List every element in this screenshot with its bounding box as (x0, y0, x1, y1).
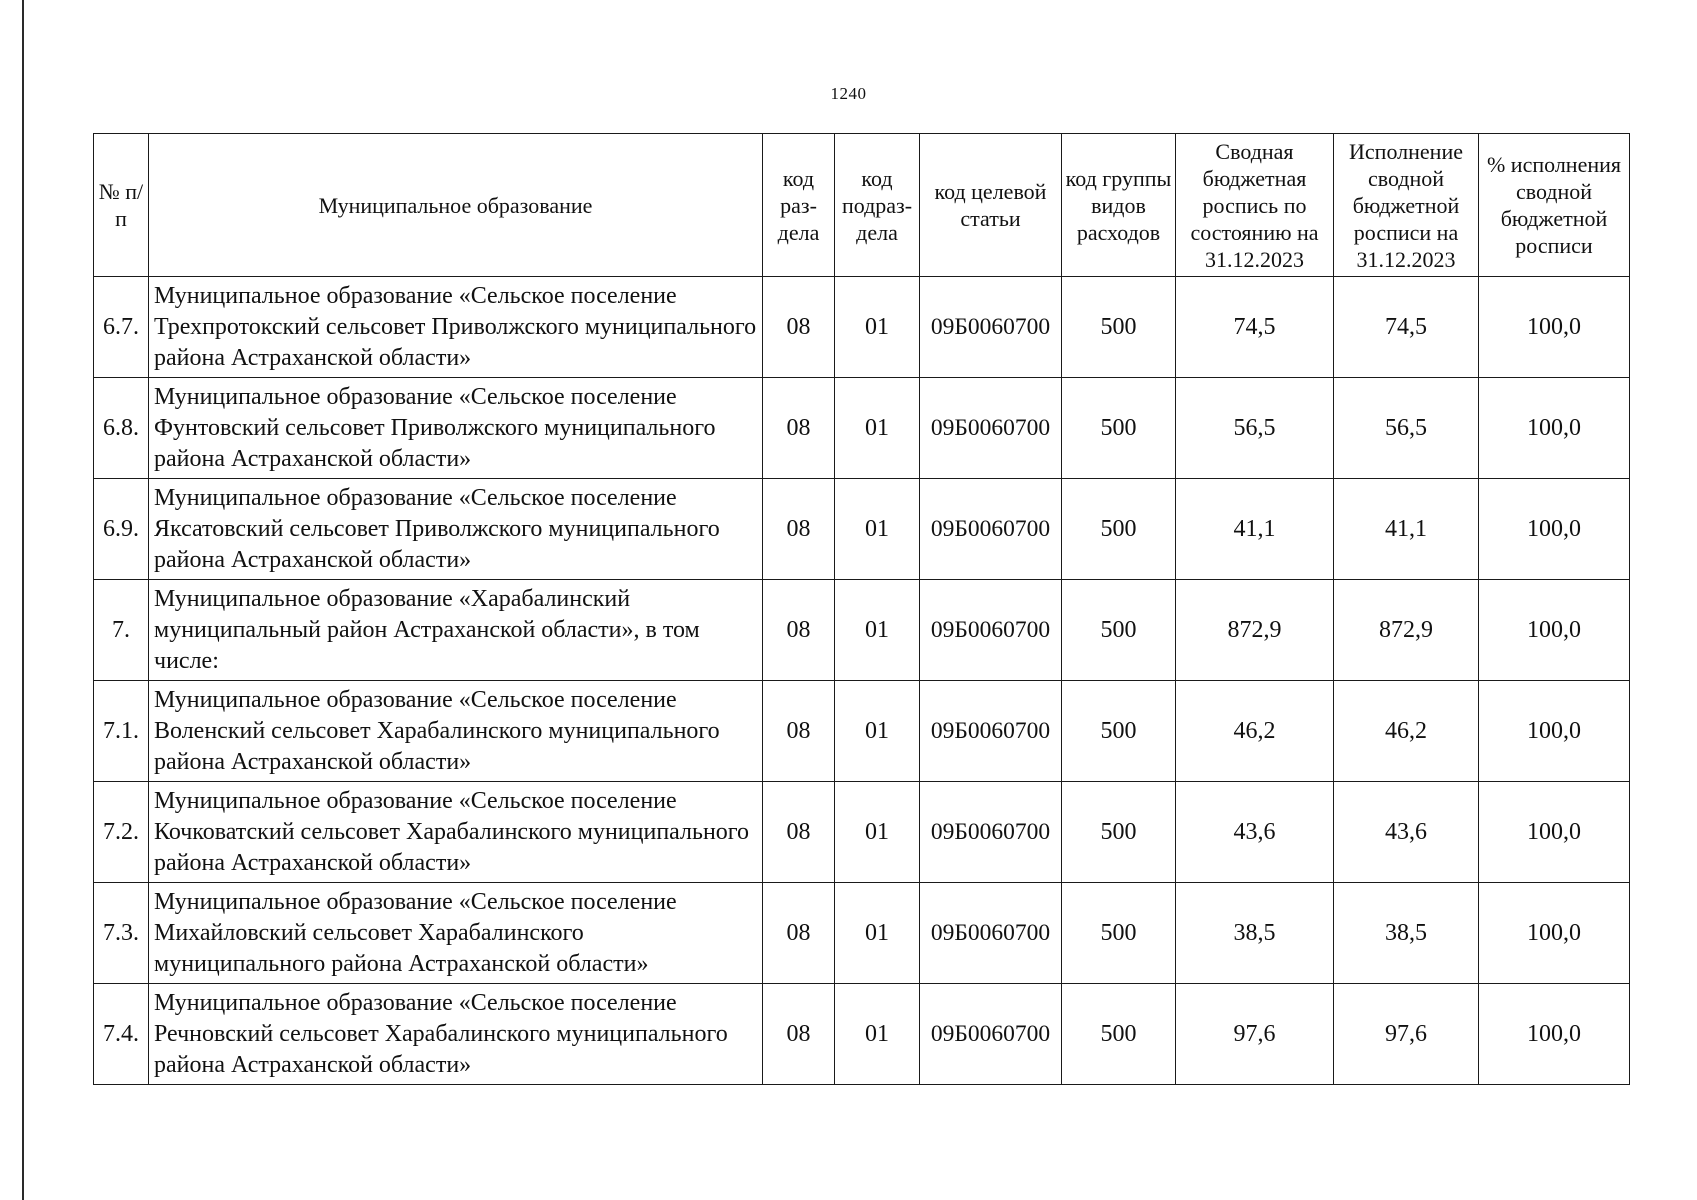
budget-schedule-value: 43,6 (1176, 782, 1334, 883)
page-number: 1240 (830, 84, 867, 103)
section-code: 08 (763, 883, 835, 984)
header-municipality: Муниципальное образование (149, 134, 763, 277)
expense-group-code: 500 (1062, 681, 1176, 782)
row-number: 6.8. (94, 378, 149, 479)
section-code: 08 (763, 378, 835, 479)
row-number: 7.2. (94, 782, 149, 883)
target-article-code: 09Б0060700 (920, 378, 1062, 479)
table-row (94, 378, 1630, 479)
budget-schedule-value: 38,5 (1176, 883, 1334, 984)
execution-percent: 100,0 (1479, 984, 1630, 1085)
table-body (94, 277, 1630, 1085)
section-code: 08 (763, 580, 835, 681)
municipality-name: Муниципальное образование «Сельское поселение Кочковатский сельсовет Харабалинского муниципального района Астраханской области» (149, 782, 763, 883)
row-number: 7.4. (94, 984, 149, 1085)
budget-execution-table (93, 133, 1630, 1085)
municipality-name: Муниципальное образование «Харабалинский муниципальный район Астраханской области», в том числе: (149, 580, 763, 681)
table-row (94, 277, 1630, 378)
section-code: 08 (763, 479, 835, 580)
subsection-code: 01 (835, 378, 920, 479)
subsection-code: 01 (835, 984, 920, 1085)
execution-percent: 100,0 (1479, 378, 1630, 479)
execution-value: 43,6 (1334, 782, 1479, 883)
execution-percent: 100,0 (1479, 681, 1630, 782)
table-row (94, 782, 1630, 883)
section-code: 08 (763, 681, 835, 782)
section-code: 08 (763, 984, 835, 1085)
execution-value: 97,6 (1334, 984, 1479, 1085)
header-target-article-code: код целевой статьи (920, 134, 1062, 277)
table-row (94, 479, 1630, 580)
expense-group-code: 500 (1062, 883, 1176, 984)
execution-percent: 100,0 (1479, 479, 1630, 580)
municipality-name: Муниципальное образование «Сельское поселение Речновский сельсовет Харабалинского муниципального района Астраханской области» (149, 984, 763, 1085)
table-header-row (94, 134, 1630, 277)
row-number: 7. (94, 580, 149, 681)
execution-percent: 100,0 (1479, 782, 1630, 883)
target-article-code: 09Б0060700 (920, 277, 1062, 378)
row-number: 7.3. (94, 883, 149, 984)
expense-group-code: 500 (1062, 580, 1176, 681)
expense-group-code: 500 (1062, 782, 1176, 883)
budget-schedule-value: 74,5 (1176, 277, 1334, 378)
expense-group-code: 500 (1062, 479, 1176, 580)
header-execution: Исполнение сводной бюджетной росписи на 31.12.2023 (1334, 134, 1479, 277)
municipality-name: Муниципальное образование «Сельское поселение Михайловский сельсовет Харабалинского муниципального района Астраханской области» (149, 883, 763, 984)
budget-schedule-value: 97,6 (1176, 984, 1334, 1085)
subsection-code: 01 (835, 580, 920, 681)
header-num: № п/п (94, 134, 149, 277)
row-number: 7.1. (94, 681, 149, 782)
budget-schedule-value: 56,5 (1176, 378, 1334, 479)
municipality-name: Муниципальное образование «Сельское поселение Трехпротокский сельсовет Приволжского муниципального района Астраханской области» (149, 277, 763, 378)
target-article-code: 09Б0060700 (920, 681, 1062, 782)
budget-schedule-value: 872,9 (1176, 580, 1334, 681)
section-code: 08 (763, 782, 835, 883)
municipality-name: Муниципальное образование «Сельское поселение Фунтовский сельсовет Приволжского муниципального района Астраханской области» (149, 378, 763, 479)
execution-value: 38,5 (1334, 883, 1479, 984)
execution-value: 74,5 (1334, 277, 1479, 378)
subsection-code: 01 (835, 883, 920, 984)
header-subsection-code: код подраз-дела (835, 134, 920, 277)
execution-value: 41,1 (1334, 479, 1479, 580)
execution-value: 872,9 (1334, 580, 1479, 681)
table-row (94, 984, 1630, 1085)
row-number: 6.7. (94, 277, 149, 378)
execution-value: 56,5 (1334, 378, 1479, 479)
target-article-code: 09Б0060700 (920, 883, 1062, 984)
execution-percent: 100,0 (1479, 277, 1630, 378)
expense-group-code: 500 (1062, 984, 1176, 1085)
expense-group-code: 500 (1062, 378, 1176, 479)
scan-edge-line (22, 0, 24, 1200)
subsection-code: 01 (835, 277, 920, 378)
subsection-code: 01 (835, 681, 920, 782)
table-row (94, 580, 1630, 681)
subsection-code: 01 (835, 782, 920, 883)
table-row (94, 883, 1630, 984)
header-budget-schedule: Сводная бюджетная роспись по состоянию на 31.12.2023 (1176, 134, 1334, 277)
budget-schedule-value: 46,2 (1176, 681, 1334, 782)
table-row (94, 681, 1630, 782)
municipality-name: Муниципальное образование «Сельское поселение Яксатовский сельсовет Приволжского муниципального района Астраханской области» (149, 479, 763, 580)
target-article-code: 09Б0060700 (920, 580, 1062, 681)
target-article-code: 09Б0060700 (920, 984, 1062, 1085)
municipality-name: Муниципальное образование «Сельское поселение Воленский сельсовет Харабалинского муниципального района Астраханской области» (149, 681, 763, 782)
execution-percent: 100,0 (1479, 580, 1630, 681)
expense-group-code: 500 (1062, 277, 1176, 378)
section-code: 08 (763, 277, 835, 378)
execution-percent: 100,0 (1479, 883, 1630, 984)
subsection-code: 01 (835, 479, 920, 580)
header-section-code: код раз-дела (763, 134, 835, 277)
execution-value: 46,2 (1334, 681, 1479, 782)
row-number: 6.9. (94, 479, 149, 580)
target-article-code: 09Б0060700 (920, 479, 1062, 580)
header-execution-percent: % исполнения сводной бюджетной росписи (1479, 134, 1630, 277)
budget-schedule-value: 41,1 (1176, 479, 1334, 580)
target-article-code: 09Б0060700 (920, 782, 1062, 883)
header-expense-group-code: код группы видов расходов (1062, 134, 1176, 277)
